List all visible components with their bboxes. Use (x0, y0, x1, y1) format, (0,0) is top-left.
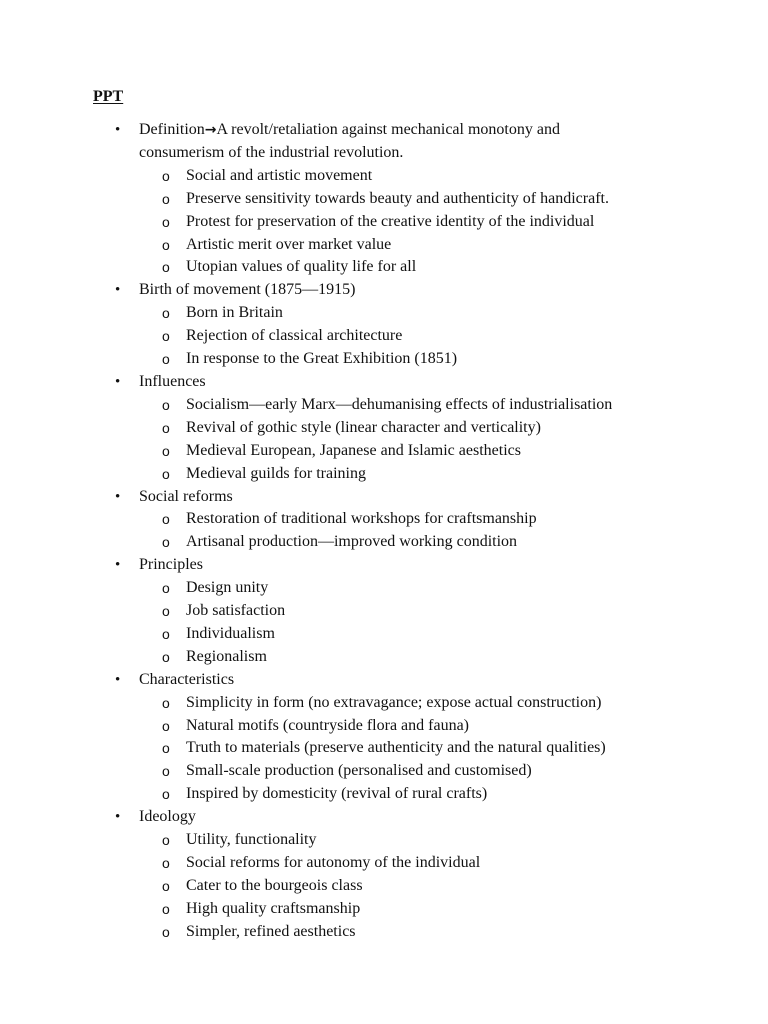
sub-bullet-mark: o (162, 717, 170, 734)
section-social-reforms (0, 486, 768, 555)
sub-bullet-mark: o (162, 167, 170, 184)
sub-bullet-mark: o (162, 580, 170, 597)
sub-item (0, 646, 768, 669)
sub-item (0, 417, 768, 440)
sub-bullet-mark: o (162, 351, 170, 368)
sub-item-text: Medieval European, Japanese and Islamic aesthetics (186, 441, 521, 459)
sub-item (0, 623, 768, 646)
sub-item (0, 531, 768, 554)
sub-bullet-mark: o (162, 900, 170, 917)
bullet-label-before: Definition (139, 121, 205, 138)
sub-bullet-mark: o (162, 236, 170, 253)
sub-bullet-mark: o (162, 694, 170, 711)
bullet-dot: • (115, 122, 121, 138)
bullet-dot: • (115, 557, 121, 574)
sub-item-text: Artisanal production—improved working condition (186, 533, 518, 551)
sub-bullet-mark: o (162, 190, 170, 207)
sub-bullet-mark: o (162, 740, 170, 757)
section-definition (0, 119, 768, 279)
sub-bullet-mark: o (162, 877, 170, 894)
sub-item-text: Socialism—early Marx—dehumanising effects of industrialisation (186, 395, 613, 413)
bullet-dot: • (115, 373, 121, 390)
sub-bullet-mark: o (162, 625, 170, 642)
sub-item (0, 600, 768, 623)
sub-item-text: In response to the Great Exhibition (1851) (186, 350, 458, 368)
sub-item-text: Cater to the bourgeois class (186, 876, 363, 894)
sub-item (0, 165, 768, 188)
bullet-label: Characteristics (139, 670, 235, 688)
sub-item-text: Design unity (186, 579, 269, 597)
sub-item (0, 463, 768, 486)
sub-bullet-mark: o (162, 305, 170, 322)
sub-item-text: Rejection of classical architecture (186, 327, 403, 345)
section-birth-of-movement (0, 279, 768, 371)
sub-item (0, 256, 768, 279)
sub-bullet-mark: o (162, 648, 170, 665)
sub-item-text: Utopian values of quality life for all (186, 258, 417, 276)
sub-bullet-mark: o (162, 259, 170, 276)
sub-item (0, 508, 768, 531)
sub-item (0, 737, 768, 760)
sub-item-text: Job satisfaction (186, 602, 286, 620)
bullet-line (0, 669, 639, 692)
sub-item-text: Small-scale production (personalised and customised) (186, 762, 532, 780)
sub-bullet-mark: o (162, 396, 170, 413)
sub-item (0, 325, 768, 348)
sub-item (0, 783, 768, 806)
sub-bullet-mark: o (162, 603, 170, 620)
sub-bullet-mark: o (162, 786, 170, 803)
bullet-dot: • (115, 809, 121, 826)
sub-item (0, 211, 768, 234)
sub-item (0, 302, 768, 325)
document-heading: PPT (93, 88, 124, 105)
section-ideology (0, 806, 768, 943)
bullet-label-after: A revolt/retaliation against mechanical monotony and consumerism of the industrial revolution. (139, 121, 560, 161)
sub-item (0, 875, 768, 898)
sub-bullet-mark: o (162, 328, 170, 345)
bullet-dot: • (115, 671, 121, 688)
sub-item (0, 715, 768, 738)
sub-bullet-mark: o (162, 442, 170, 459)
sub-item (0, 394, 768, 417)
bullet-label: Ideology (139, 808, 196, 826)
sub-item-text: Artistic merit over market value (186, 235, 392, 253)
sub-bullet-mark: o (162, 855, 170, 871)
bullet-label: Social reforms (139, 487, 233, 505)
bullet-dot: • (115, 488, 121, 505)
sub-bullet-mark: o (162, 763, 170, 780)
sub-item-text: Utility, functionality (186, 831, 317, 849)
section-principles (0, 554, 768, 669)
sub-bullet-mark: o (162, 465, 170, 482)
sub-item (0, 760, 768, 783)
sub-bullet-mark: o (162, 213, 170, 230)
sub-item (0, 692, 768, 715)
sub-item-text: Simplicity in form (no extravagance; expose actual construction) (186, 693, 602, 711)
outline-list (0, 119, 768, 944)
sub-item (0, 898, 768, 921)
sub-item-text: Medieval guilds for training (186, 464, 366, 482)
sub-item-text: Preserve sensitivity towards beauty and authenticity of handicraft. (186, 189, 609, 207)
bullet-line (0, 806, 639, 829)
sub-item-text: Protest for preservation of the creative identity of the individual (186, 212, 595, 230)
bullet-dot: • (115, 282, 121, 299)
section-characteristics (0, 669, 768, 806)
sub-item-text: Social and artistic movement (186, 166, 373, 184)
sub-item (0, 577, 768, 600)
sub-bullet-mark: o (162, 534, 170, 551)
sub-item-text: Simpler, refined aesthetics (186, 922, 356, 940)
sub-item-text: Natural motifs (countryside flora and fauna) (186, 716, 470, 734)
sub-item (0, 188, 768, 211)
sub-item-text: Individualism (186, 624, 275, 642)
bullet-line (0, 119, 639, 165)
bullet-label: Influences (139, 372, 206, 390)
section-influences (0, 371, 768, 486)
sub-item (0, 234, 768, 257)
sub-item-text: Revival of gothic style (linear character and verticality) (186, 418, 541, 436)
bullet-label: Birth of movement (1875—1915) (139, 281, 356, 299)
sub-bullet-mark: o (162, 511, 170, 528)
sub-item-text: Truth to materials (preserve authenticity and the natural qualities) (186, 739, 606, 757)
sub-bullet-mark: o (162, 832, 170, 849)
sub-item-text: Restoration of traditional workshops for craftsmanship (186, 510, 537, 528)
bullet-label: Principles (139, 556, 203, 574)
sub-item-text: Regionalism (186, 647, 267, 665)
sub-bullet-mark: o (162, 923, 170, 940)
sub-item-text: Born in Britain (186, 304, 283, 322)
sub-bullet-mark: o (162, 419, 170, 436)
sub-item-text: High quality craftsmanship (186, 899, 361, 917)
arrow-icon: → (204, 122, 217, 138)
sub-item (0, 829, 768, 852)
sub-item (0, 852, 768, 875)
sub-item-text: Social reforms for autonomy of the individual (186, 854, 481, 871)
sub-item (0, 440, 768, 463)
bullet-line (0, 554, 639, 577)
bullet-line (0, 371, 639, 394)
sub-item-text: Inspired by domesticity (revival of rural crafts) (186, 785, 488, 803)
bullet-line (0, 279, 639, 302)
sub-item (0, 921, 768, 944)
bullet-line (0, 486, 639, 509)
sub-item (0, 348, 768, 371)
